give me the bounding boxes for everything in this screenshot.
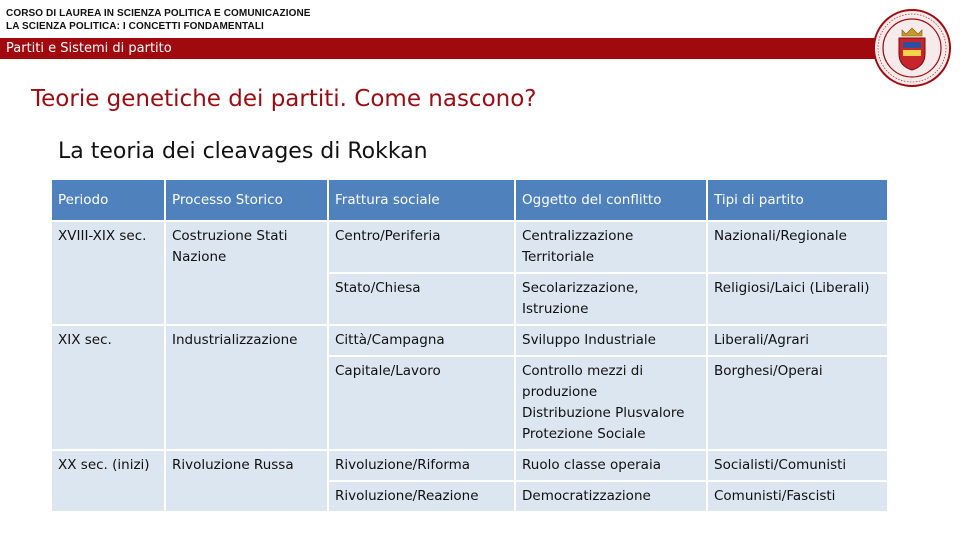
header-tipi-partito: Tipi di partito [707, 179, 888, 221]
cell-oggetto [515, 356, 707, 450]
table-row [51, 325, 888, 356]
cell-oggetto: Secolarizzazione, Istruzione [515, 273, 707, 325]
table-header-row [51, 179, 888, 221]
header-frattura-sociale: Frattura sociale [328, 179, 515, 221]
header-oggetto-conflitto: Oggetto del conflitto [515, 179, 707, 221]
course-line-1: CORSO DI LAUREA IN SCIENZA POLITICA E COMUNICAZIONE [6, 8, 311, 19]
cell-frattura: Città/Campagna [328, 325, 515, 356]
cell-frattura: Rivoluzione/Riforma [328, 450, 515, 481]
cell-tipi: Religiosi/Laici (Liberali) [707, 273, 888, 325]
table-row [51, 221, 888, 273]
cell-tipi: Comunisti/Fascisti [707, 481, 888, 512]
cell-oggetto: Sviluppo Industriale [515, 325, 707, 356]
cell-oggetto: Centralizzazione Territoriale [515, 221, 707, 273]
cell-tipi: Nazionali/Regionale [707, 221, 888, 273]
course-line-2: LA SCIENZA POLITICA: I CONCETTI FONDAMENTALI [6, 21, 264, 32]
cell-frattura: Rivoluzione/Reazione [328, 481, 515, 512]
university-seal-icon [872, 8, 952, 88]
cell-processo: Rivoluzione Russa [165, 450, 328, 512]
cell-processo: Industrializzazione [165, 325, 328, 450]
cell-tipi: Socialisti/Comunisti [707, 450, 888, 481]
cell-oggetto: Democratizzazione [515, 481, 707, 512]
cell-frattura: Centro/Periferia [328, 221, 515, 273]
header-periodo: Periodo [51, 179, 165, 221]
slide-title: Teorie genetiche dei partiti. Come nascono? [31, 86, 537, 112]
cell-processo: Costruzione Stati Nazione [165, 221, 328, 325]
oggetto-line: Distribuzione Plusvalore [522, 405, 685, 421]
header-processo-storico: Processo Storico [165, 179, 328, 221]
cell-frattura: Capitale/Lavoro [328, 356, 515, 450]
cell-periodo: XX sec. (inizi) [51, 450, 165, 512]
cleavages-table [50, 178, 889, 513]
section-title: Partiti e Sistemi di partito [6, 41, 172, 56]
cell-tipi: Liberali/Agrari [707, 325, 888, 356]
cell-frattura: Stato/Chiesa [328, 273, 515, 325]
section-bar [0, 38, 876, 59]
oggetto-line: Controllo mezzi di produzione [522, 363, 644, 400]
cell-tipi: Borghesi/Operai [707, 356, 888, 450]
course-header [6, 7, 311, 33]
cell-periodo: XIX sec. [51, 325, 165, 450]
oggetto-line: Protezione Sociale [522, 426, 646, 442]
table-row [51, 450, 888, 481]
cell-periodo: XVIII-XIX sec. [51, 221, 165, 325]
cell-oggetto: Ruolo classe operaia [515, 450, 707, 481]
slide-subtitle: La teoria dei cleavages di Rokkan [58, 139, 428, 164]
